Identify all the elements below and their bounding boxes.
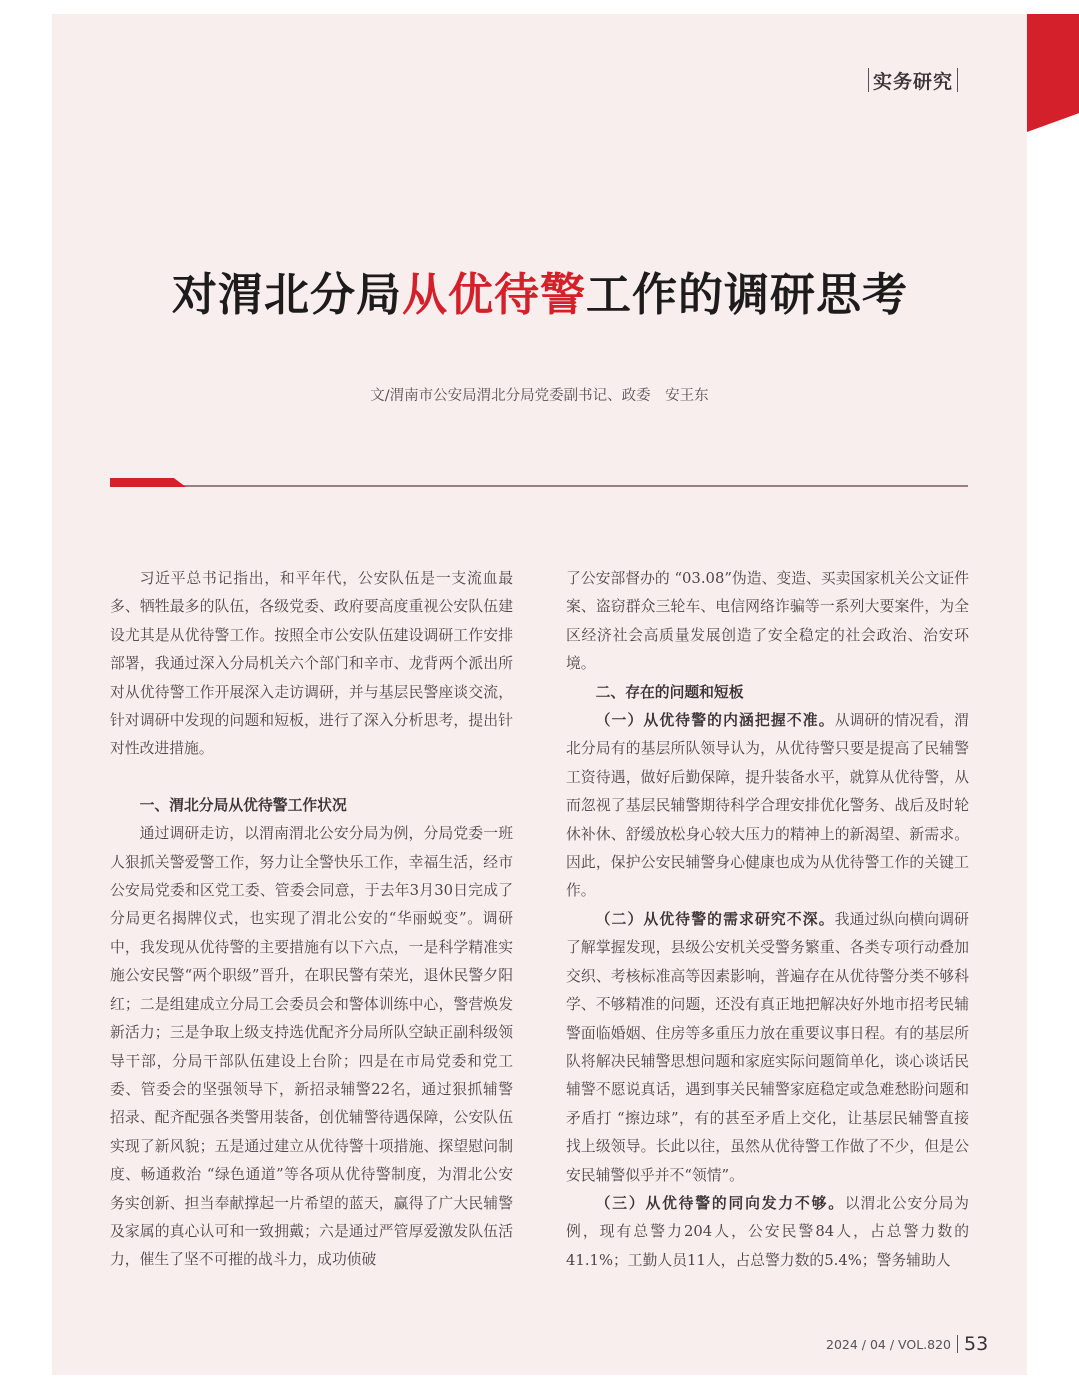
subsection-1-title: （一）从优待警的内涵把握不准。	[595, 712, 835, 730]
continued-paragraph: 了公安部督办的 “03.08”伪造、变造、买卖国家机关公文证件案、盗窃群众三轮车、电信网络诈骗等一系列大要案件，为全区经济社会高质量发展创造了安全稳定的社会政治、治安环境。	[566, 570, 969, 673]
section-heading-2: 二、存在的问题和短板	[595, 683, 744, 701]
right-column	[566, 565, 969, 1275]
page-number: 53	[964, 1333, 989, 1355]
article-title	[140, 258, 940, 323]
intro-paragraph: 习近平总书记指出，和平年代，公安队伍是一支流血最多、牺牲最多的队伍，各级党委、政府要高度重视公安队伍建设尤其是从优待警工作。按照全市公安队伍建设调研工作安排部署，我通过深入分局机关六个部门和辛市、龙背两个派出所对从优待警工作开展深入走访调研，并与基层民警座谈交流，针对调研中发现的问题和短板，进行了深入分析思考，提出针对性改进措施。	[110, 570, 513, 758]
subsection-1-body: 从调研的情况看，渭北分局有的基层所队领导认为，从优待警只要是提高了民辅警工资待遇，做好后勤保障，提升装备水平，就算从优待警，从而忽视了基层民辅警期待科学合理安排优化警务、战后及时轮休补休、舒缓放松身心较大压力的精神上的新渴望、新需求。因此，保护公安民辅警身心健康也成为从优待警工作的关键工作。	[566, 712, 969, 900]
subsection-2-title: （二）从优待警的需求研究不深。	[595, 910, 835, 928]
subsection-1	[566, 707, 969, 906]
section-heading-1: 一、渭北分局从优待警工作状况	[139, 796, 347, 814]
title-part-1: 对渭北分局	[171, 268, 402, 321]
footer-separator	[957, 1335, 958, 1353]
page-footer	[826, 1333, 988, 1355]
title-part-2: 工作的调研思考	[586, 268, 909, 321]
section-label-text: 实务研究	[873, 70, 954, 93]
subsection-3-body: 以渭北公安分局为例，现有总警力204人，公安民警84人，占总警力数的41.1%；工勤人员11人，占总警力数的5.4%；警务辅助人	[566, 1194, 969, 1269]
subsection-2-body: 我通过纵向横向调研了解掌握发现，县级公安机关受警务繁重、各类专项行动叠加交织、考核标准高等因素影响，普遍存在从优待警分类不够科学、不够精准的问题，还没有真正地把解决好外地市招考民辅警面临婚姻、住房等多重压力放在重要议事日程。有的基层所队将解决民辅警思想问题和家庭实际问题简单化，谈心谈话民辅警不愿说真话，遇到事关民辅警家庭稳定或急难愁盼问题和矛盾打 “擦边球”，有的甚至矛盾上交化，让基层民辅警直接找上级领导。长此以往，虽然从优待警工作做了不少，但是公安民辅警似乎并不“领情”。	[566, 910, 969, 1184]
title-highlight: 从优待警	[401, 268, 586, 321]
subsection-3	[566, 1190, 969, 1275]
author-byline: 文/渭南市公安局渭北分局党委副书记、政委 安王东	[370, 388, 709, 404]
red-corner-tab	[1027, 14, 1079, 132]
section-1-paragraph: 通过调研走访，以渭南渭北公安分局为例，分局党委一班人狠抓关警爱警工作，努力让全警快乐工作，幸福生活，经市公安局党委和区党工委、管委会同意，于去年3月30日完成了分局更名揭牌仪式，也实现了渭北公安的“华丽蜕变”。调研中，我发现从优待警的主要措施有以下六点，一是科学精准实施公安民警“两个职级”晋升，在职民警有荣光，退休民警夕阳红；二是组建成立分局工会委员会和警体训练中心，警营焕发新活力；三是争取上级支持选优配齐分局所队空缺正副科级领导干部，分局干部队伍建设上台阶；四是在市局党委和党工委、管委会的坚强领导下，新招录辅警22名，通过狠抓辅警招录、配齐配强各类警用装备，创优辅警待遇保障，公安队伍实现了新风貌；五是通过建立从优待警十项措施、探望慰问制度、畅通救治 “绿色通道”等各项从优待警制度，为渭北公安务实创新、担当奉献撑起一片希望的蓝天，赢得了广大民辅警及家属的真心认可和一致拥戴；六是通过严管厚爱激发队伍活力，催生了坚不可摧的战斗力，成功侦破	[110, 825, 513, 1269]
issue-info: 2024 / 04 / VOL.820	[826, 1336, 951, 1352]
left-column	[110, 565, 513, 1275]
subsection-2	[566, 906, 969, 1190]
label-right-bar	[957, 68, 958, 92]
section-label	[868, 66, 958, 94]
label-left-bar	[868, 68, 869, 92]
title-divider	[110, 485, 968, 487]
subsection-3-title: （三）从优待警的同向发力不够。	[595, 1194, 845, 1212]
divider-red-accent	[110, 478, 186, 487]
